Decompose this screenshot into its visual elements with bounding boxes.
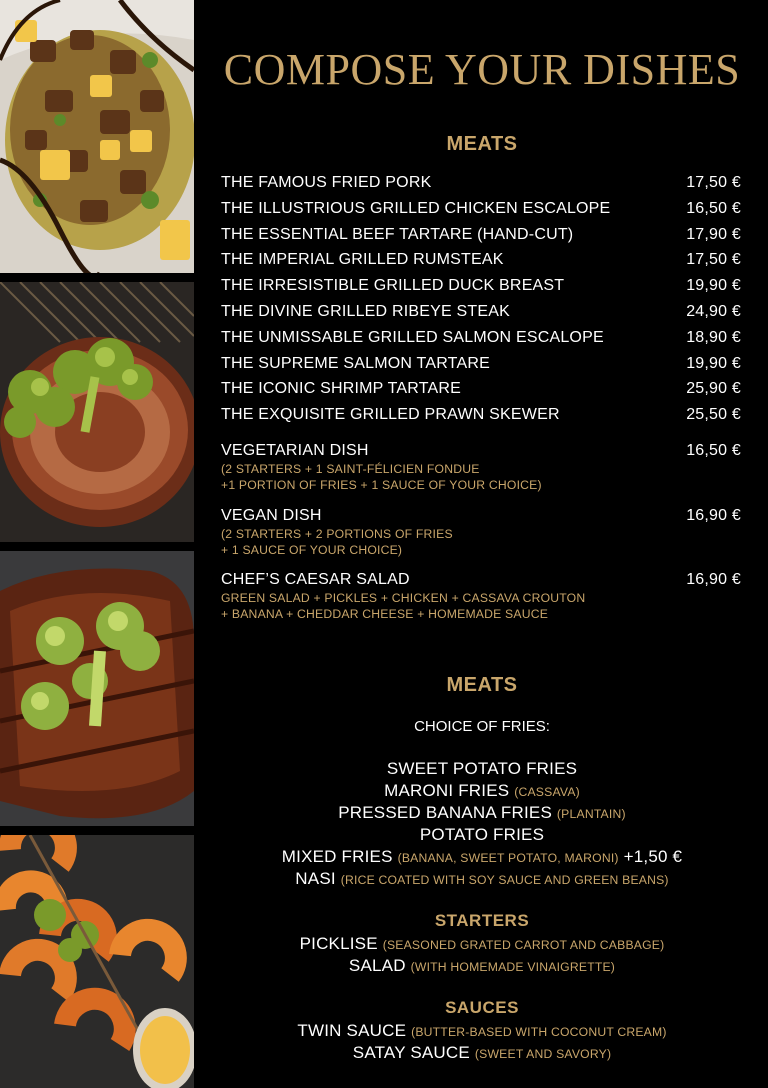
list-item: PRESSED BANANA FRIES (PLANTAIN) bbox=[338, 803, 626, 822]
item-price: 17,90 € bbox=[686, 225, 741, 243]
list-item bbox=[221, 329, 741, 355]
list-item bbox=[221, 174, 741, 200]
item-name: THE SUPREME SALMON TARTARE bbox=[221, 354, 490, 372]
list-item bbox=[221, 277, 741, 303]
item-price: 19,90 € bbox=[686, 277, 741, 295]
starters-list bbox=[196, 934, 768, 978]
item-name: THE FAMOUS FRIED PORK bbox=[221, 174, 432, 191]
list-item bbox=[221, 355, 741, 381]
list-item: SWEET POTATO FRIES bbox=[386, 759, 578, 778]
item-name: VEGETARIAN DISH bbox=[221, 442, 369, 459]
item-price: 25,90 € bbox=[686, 380, 741, 398]
vegan-dish bbox=[221, 507, 741, 558]
bacon-wrapped-broccoli-photo bbox=[0, 282, 194, 542]
grilled-steak-broccoli-photo bbox=[0, 551, 194, 826]
item-price: 18,90 € bbox=[686, 328, 741, 346]
item-price: 19,90 € bbox=[686, 354, 741, 372]
pork-salad-photo bbox=[0, 0, 194, 273]
item-name: THE IRRESISTIBLE GRILLED DUCK BREAST bbox=[221, 277, 565, 295]
list-item: NASI (RICE COATED WITH SOY SAUCE AND GREEN BEANS) bbox=[295, 869, 669, 888]
item-name: THE EXQUISITE GRILLED PRAWN SKEWER bbox=[221, 406, 560, 424]
vegetarian-dish bbox=[221, 442, 741, 493]
item-description: (2 STARTERS + 2 PORTIONS OF FRIES bbox=[221, 527, 453, 541]
item-description: GREEN SALAD + PICKLES + CHICKEN + CASSAVA CROUTON bbox=[221, 591, 586, 605]
starters-heading: STARTERS bbox=[434, 911, 530, 930]
list-item: SALAD (WITH HOMEMADE VINAIGRETTE) bbox=[348, 956, 616, 975]
item-name: THE ESSENTIAL BEEF TARTARE (HAND-CUT) bbox=[221, 225, 574, 243]
sauces-heading: SAUCES bbox=[445, 998, 519, 1017]
caesar-salad bbox=[221, 571, 741, 622]
item-price: 17,50 € bbox=[686, 251, 741, 269]
item-description: (2 STARTERS + 1 SAINT-FÉLICIEN FONDUE bbox=[221, 462, 480, 476]
list-item bbox=[221, 380, 741, 406]
item-price: 17,50 € bbox=[686, 174, 741, 191]
photo-column bbox=[0, 0, 196, 1088]
list-item bbox=[221, 226, 741, 252]
meats-heading: MEATS bbox=[446, 133, 518, 155]
list-item: PICKLISE (SEASONED GRATED CARROT AND CABBAGE) bbox=[299, 934, 665, 953]
list-item: MIXED FRIES (BANANA, SWEET POTATO, MARONI) +1,50 € bbox=[281, 847, 683, 866]
fries-list bbox=[196, 759, 768, 891]
item-price: 16,90 € bbox=[686, 507, 741, 524]
item-name: THE ILLUSTRIOUS GRILLED CHICKEN ESCALOPE bbox=[221, 199, 611, 217]
prawn-skewer-photo bbox=[0, 835, 194, 1088]
item-name: THE IMPERIAL GRILLED RUMSTEAK bbox=[221, 251, 504, 269]
item-price: 24,90 € bbox=[686, 302, 741, 320]
list-item bbox=[221, 251, 741, 277]
item-name: THE DIVINE GRILLED RIBEYE STEAK bbox=[221, 302, 510, 320]
item-description: + BANANA + CHEDDAR CHEESE + HOMEMADE SAUCE bbox=[221, 607, 549, 621]
item-name: THE UNMISSABLE GRILLED SALMON ESCALOPE bbox=[221, 328, 604, 346]
list-item bbox=[221, 200, 741, 226]
item-name: VEGAN DISH bbox=[221, 507, 322, 524]
sauces-list bbox=[196, 1021, 768, 1065]
item-price: 16,90 € bbox=[686, 571, 741, 588]
page-title: COMPOSE YOUR DISHES bbox=[223, 45, 741, 94]
item-name: THE ICONIC SHRIMP TARTARE bbox=[221, 380, 461, 398]
item-name: CHEF’S CAESAR SALAD bbox=[221, 571, 410, 588]
list-item: MARONI FRIES (CASSAVA) bbox=[384, 781, 580, 800]
meats-list bbox=[221, 174, 741, 432]
item-description: + 1 SAUCE OF YOUR CHOICE) bbox=[221, 543, 403, 557]
item-price: 16,50 € bbox=[686, 199, 741, 217]
list-item: TWIN SAUCE (BUTTER-BASED WITH COCONUT CREAM) bbox=[297, 1021, 667, 1040]
fries-label: CHOICE OF FRIES: bbox=[414, 718, 550, 735]
list-item: SATAY SAUCE (SWEET AND SAVORY) bbox=[352, 1043, 612, 1062]
list-item bbox=[221, 303, 741, 329]
item-price: 16,50 € bbox=[686, 442, 741, 459]
sides-heading: MEATS bbox=[446, 674, 518, 696]
item-description: +1 PORTION OF FRIES + 1 SAUCE OF YOUR CHOICE) bbox=[221, 478, 542, 492]
item-price: 25,50 € bbox=[686, 406, 741, 424]
menu-panel bbox=[196, 0, 768, 1088]
list-item: POTATO FRIES bbox=[419, 825, 545, 844]
list-item bbox=[221, 406, 741, 432]
